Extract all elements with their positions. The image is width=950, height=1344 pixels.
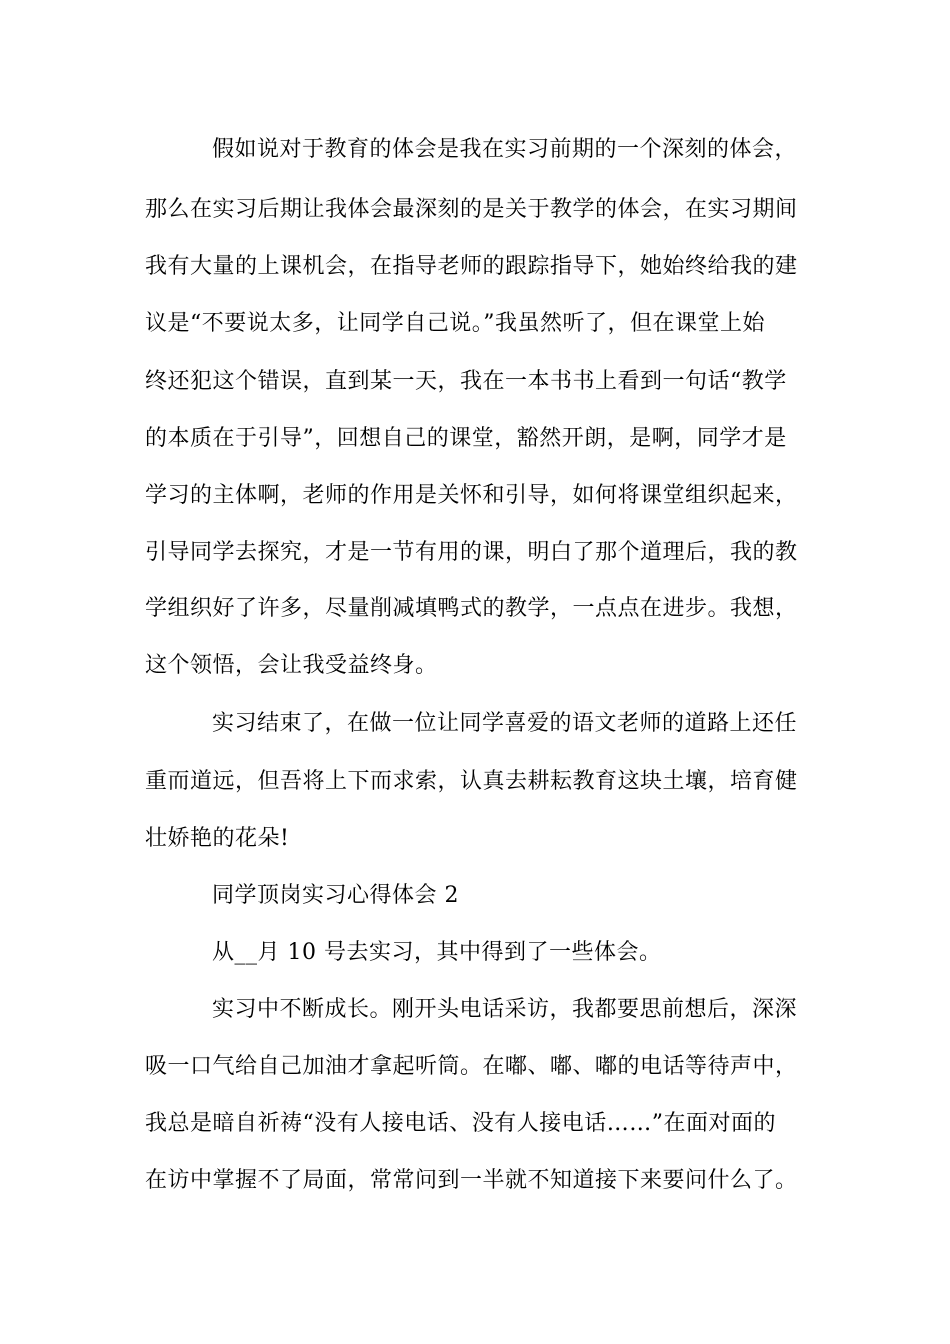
paragraph-line: 实习中不断成长。刚开头电话采访，我都要思前想后，深深 <box>212 997 798 1022</box>
paragraph-line: 重而道远，但吾将上下而求索，认真去耕耘教育这块土壤，培育健 <box>145 769 798 794</box>
paragraph-line: 吸一口气给自己加油才拿起听筒。在嘟、嘟、嘟的电话等待声中， <box>145 1054 798 1079</box>
paragraph-line: 学习的主体啊，老师的作用是关怀和引导，如何将课堂组织起来， <box>145 483 798 508</box>
paragraph-line: 的本质在于引导”，回想自己的课堂，豁然开朗，是啊，同学才是 <box>145 426 787 451</box>
paragraph-line: 终还犯这个错误，直到某一天，我在一本书书上看到一句话“教学 <box>145 369 787 394</box>
paragraph-line: 在访中掌握不了局面，常常问到一半就不知道接下来要问什么了。 <box>145 1168 798 1193</box>
paragraph-line: 学组织好了许多，尽量削减填鸭式的教学，一点点在进步。我想， <box>145 596 798 621</box>
section-title: 同学顶岗实习心得体会 2 <box>212 883 459 908</box>
paragraph-line: 实习结束了，在做一位让同学喜爱的语文老师的道路上还任 <box>212 711 798 736</box>
paragraph-line: 议是“不要说太多，让同学自己说。”我虽然听了，但在课堂上始 <box>145 311 765 336</box>
intro-line: 从__月 10 号去实习，其中得到了一些体会。 <box>212 940 662 965</box>
paragraph-line: 引导同学去探究，才是一节有用的课，明白了那个道理后，我的教 <box>145 540 798 565</box>
paragraph-line: 我总是暗自祈祷“没有人接电话、没有人接电话……”在面对面的 <box>145 1111 776 1136</box>
paragraph-line: 壮娇艳的花朵! <box>145 826 290 851</box>
paragraph-line: 那么在实习后期让我体会最深刻的是关于教学的体会，在实习期间 <box>145 197 798 222</box>
paragraph-line: 我有大量的上课机会，在指导老师的跟踪指导下，她始终给我的建 <box>145 254 798 279</box>
paragraph-line: 这个领悟，会让我受益终身。 <box>145 653 438 678</box>
paragraph-line: 假如说对于教育的体会是我在实习前期的一个深刻的体会， <box>212 137 798 162</box>
